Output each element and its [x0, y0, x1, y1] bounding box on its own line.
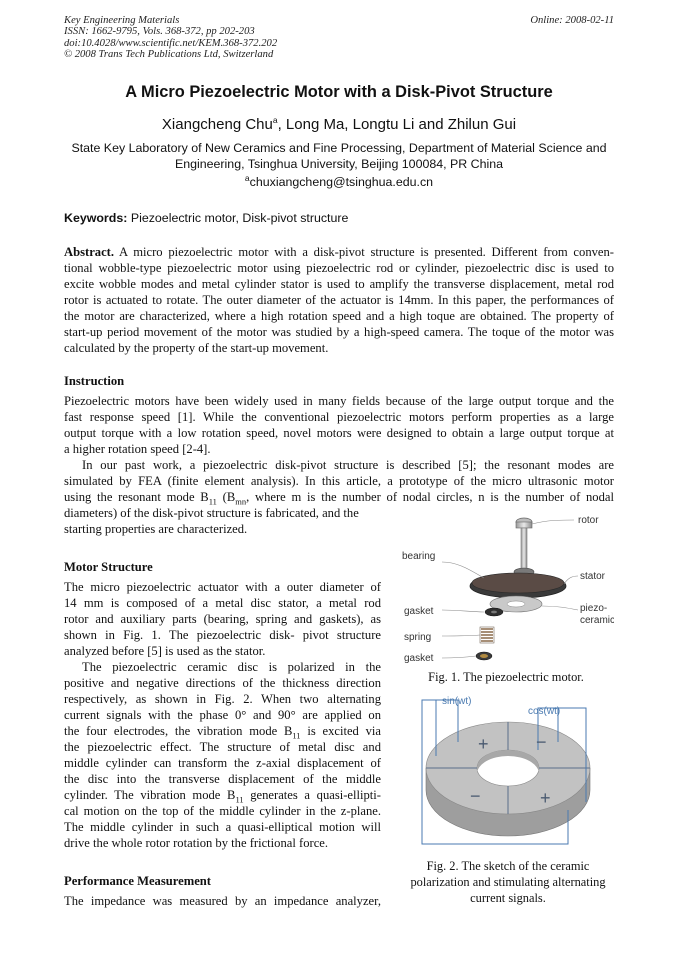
journal-name: Key Engineering Materials: [64, 15, 180, 26]
figure-2-caption-line: current signals.: [470, 891, 546, 905]
motor-line: positive and negative directions of the thickness direction: [64, 676, 381, 690]
abstract-line: tional wobble-type piezoelectric motor using piezoelectric rod or cylinder, piezoelectric disc is used to: [64, 261, 614, 275]
paper-title: A Micro Piezoelectric Motor with a Disk-Pivot Structure: [125, 83, 553, 101]
abstract-line: excite wobble modes and metal cylinder stator is used to amplify the transverse displacement, metal rod: [64, 277, 614, 291]
motor-exploded-view: [398, 508, 614, 668]
stator-top: [472, 573, 564, 593]
label-stator: stator: [580, 571, 606, 582]
affiliation: [0, 140, 678, 172]
abstract: [64, 244, 614, 356]
author-email: [0, 174, 678, 190]
author-rest: , Long Ma, Longtu Li and Zhilun Gui: [277, 116, 517, 133]
performance-body: [64, 893, 381, 909]
motor-line: The piezoelectric ceramic disc is polarized in the: [82, 660, 381, 674]
abstract-line: Abstract. A micro piezoelectric motor with a disk-pivot structure is presented. Different from conven-: [64, 245, 614, 259]
label-sin: sin(wt): [442, 696, 472, 707]
keywords: [64, 210, 348, 226]
journal-header: [64, 15, 277, 61]
piezo-hole: [507, 601, 525, 607]
author-list: [0, 115, 678, 135]
abstract-label: Abstract.: [64, 245, 115, 259]
figure-1-caption: Fig. 1. The piezoelectric motor.: [428, 670, 584, 684]
abstract-line: calculated by the property of the start-up movement.: [64, 341, 329, 355]
sign-bottom-left: −: [470, 786, 481, 806]
motor-line: middle cylinder can transform the z-axial displacement of: [64, 756, 381, 770]
keywords-text: Piezoelectric motor, Disk-pivot structure: [130, 211, 349, 225]
motor-line: cylinder. The vibration mode $B_{11}$ generates a quasi-ellipti-: [64, 788, 381, 805]
motor-line: current signals with the phase 0° and 90° are applied on: [64, 708, 381, 722]
intro-line: Piezoelectric motors have been widely used in many fields because of the large output torque and the: [64, 394, 614, 408]
online-date: Online: 2008-02-11: [530, 15, 614, 26]
author-sup: a: [272, 115, 278, 125]
gasket-upper-hole: [491, 611, 497, 614]
motor-line: analyzed before [5] is used as the stator.: [64, 644, 266, 658]
keywords-label: Keywords:: [64, 211, 128, 225]
figure-1-motor: [398, 508, 614, 668]
label-cos: cos(wt): [528, 706, 561, 717]
intro-line: a higher rotation speed [2-4].: [64, 442, 211, 456]
sign-top-left: +: [478, 734, 489, 754]
intro-line: fast response speed [1]. While the conventional piezoelectric motors perform properties as a large: [64, 410, 614, 424]
rotor-head: [516, 522, 532, 528]
motor-line: cal motion on the top of the middle cylinder in the z-plane.: [64, 804, 381, 818]
email-sup: a: [244, 172, 250, 183]
issn-line: ISSN: 1662-9795, Vols. 368-372, pp 202-203: [64, 26, 255, 38]
motor-line: 14 mm is composed of a metal disc stator, a metal rod: [64, 596, 381, 610]
motor-line: the piezoelectric effect. The structure of metal disc and: [64, 740, 381, 754]
label-gasket-1: gasket: [404, 606, 434, 617]
abstract-line: the motor are characterized, where a high rotation speed and a high toque are obtained. The property of: [64, 309, 614, 323]
sign-top-right: −: [536, 732, 547, 752]
gasket-lower-inner: [480, 654, 488, 658]
sign-bottom-right: +: [540, 788, 551, 808]
intro-line: In our past work, a piezoelectric disk-pivot structure is described [5]; the resonant modes are: [82, 458, 614, 472]
doi-line: doi:10.4028/www.scientific.net/KEM.368-372.202: [64, 37, 278, 49]
figure-2-caption: [398, 858, 618, 906]
motor-line: The middle cylinder in such a quasi-elliptical motion will: [64, 820, 381, 834]
label-rotor: rotor: [578, 515, 599, 526]
motor-line: rotor and auxiliary parts (bearing, spring and gaskets), as: [64, 612, 381, 626]
motor-structure-body: [64, 579, 381, 851]
affiliation-line-2: Engineering, Tsinghua University, Beijing 100084, PR China: [174, 157, 504, 171]
section-heading-intro: Instruction: [64, 374, 125, 388]
figure-2-ceramic: [408, 690, 608, 854]
intro-line: simulated by FEA (finite element analysis). In this article, a prototype of the micro ultrasonic motor: [64, 474, 614, 488]
author-first: Xiangcheng Chu: [161, 116, 273, 133]
intro-line: starting properties are characterized.: [64, 522, 248, 536]
label-piezo-1: piezo-: [580, 603, 608, 614]
intro-line: output torque with a low rotation speed, novel motors were designed to obtain a large output torque at: [64, 426, 614, 440]
affiliation-line-1: State Key Laboratory of New Ceramics and Fine Processing, Department of Material Science and: [71, 141, 607, 155]
figure-2-caption-line: Fig. 2. The sketch of the ceramic: [426, 859, 590, 873]
section-heading-performance: Performance Measurement: [64, 874, 211, 888]
abstract-line: start-up period movement of the motor was studied by a high-speed camera. The toque of the motor was: [64, 325, 614, 339]
figure-2-caption-line: polarization and stimulating alternating: [410, 875, 606, 889]
ceramic-polarization-sketch: [408, 690, 608, 854]
motor-line: respectively, as shown in Fig. 2. When two alternating: [64, 692, 381, 706]
motor-line: the four electrodes, the vibration mode $B_{11}$ is excited via: [64, 724, 381, 741]
label-spring: spring: [404, 632, 432, 643]
spring: [481, 629, 493, 641]
performance-line: The impedance was measured by an impedance analyzer,: [64, 894, 381, 908]
motor-line: The micro piezoelectric actuator with a outer diameter of: [64, 580, 381, 594]
label-gasket-2: gasket: [404, 653, 434, 664]
abstract-line: rotor is actuated to rotate. The outer diameter of the actuator is 14mm. In this paper, the performances of: [64, 293, 614, 307]
label-piezo-2: ceramic: [580, 615, 614, 626]
rotor-shaft: [521, 528, 527, 570]
label-bearing: bearing: [402, 551, 436, 562]
intro-line: diameters) of the disk-pivot structure is fabricated, and the: [64, 506, 359, 520]
motor-line: the disc into the transverse displacement of the middle: [64, 772, 381, 786]
section-heading-motor: Motor Structure: [64, 560, 153, 574]
motor-line: drive the whole rotor rotation by the frictional force.: [64, 836, 329, 850]
copyright-line: © 2008 Trans Tech Publications Ltd, Switzerland: [64, 49, 274, 61]
email-address: chuxiangcheng@tsinghua.edu.cn: [249, 175, 434, 189]
motor-line: shown in Fig. 1. The piezoelectric disk- pivot structure: [64, 628, 381, 642]
intro-line: using the resonant mode $B_{11}$ ($B_{mn}$, where m is the number of nodal circles, n is the number of nodal: [64, 490, 614, 507]
